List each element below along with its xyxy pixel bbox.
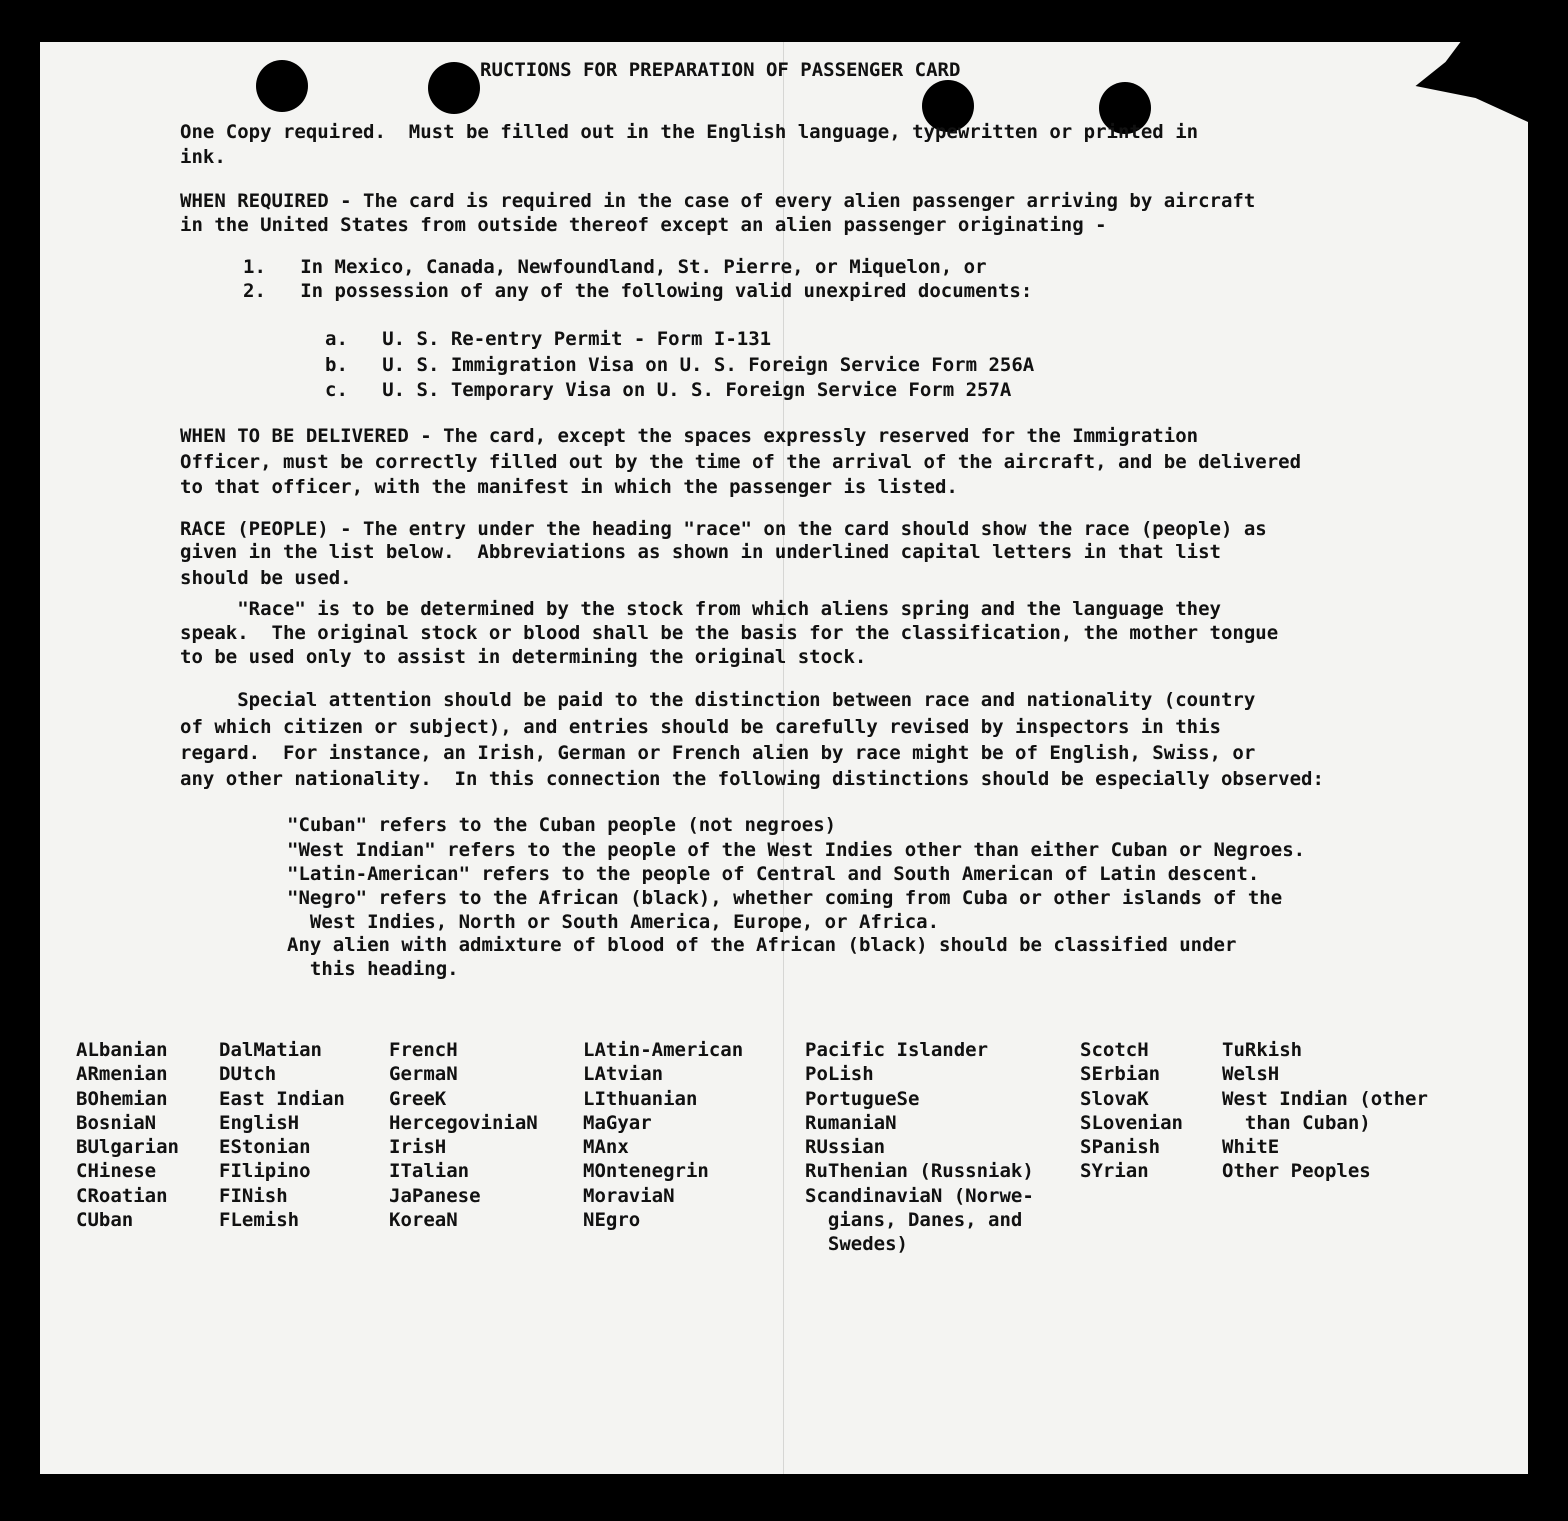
race-list-item: Swedes) [805, 1233, 908, 1256]
when-delivered-line: Officer, must be correctly filled out by the time of the arrival of the aircraft, and be delivered [180, 451, 1302, 473]
race-list-item: RUssian [805, 1136, 886, 1159]
lettered-item: c. U. S. Temporary Visa on U. S. Foreign Service Form 257A [325, 379, 1012, 401]
race-list-item: RuThenian (Russniak) [805, 1160, 1034, 1183]
race-list-column-3 [389, 1038, 538, 1232]
race-list-item: KoreaN [389, 1209, 458, 1232]
race-list-column-4 [583, 1038, 743, 1232]
race-list-item: HercegoviniaN [389, 1111, 538, 1134]
distinction-line: this heading. [287, 958, 459, 980]
lettered-item: a. U. S. Re-entry Permit - Form I-131 [325, 328, 772, 350]
document-title: RUCTIONS FOR PREPARATION OF PASSENGER CARD [480, 59, 961, 81]
race-list-item: than Cuban) [1222, 1111, 1371, 1134]
race-list-item: MOntenegrin [583, 1160, 709, 1183]
race-list-item: IrisH [389, 1136, 447, 1159]
race-paragraph-line: "Race" is to be determined by the stock from which aliens spring and the language they [180, 598, 1221, 620]
race-list-item: GreeK [389, 1087, 447, 1110]
punch-hole [428, 62, 480, 114]
race-list-item: Other Peoples [1222, 1160, 1371, 1183]
race-list-item: PortugueSe [805, 1087, 920, 1110]
race-list-item: RumaniaN [805, 1111, 897, 1134]
punch-hole [256, 60, 308, 112]
numbered-item: 2. In possession of any of the following valid unexpired documents: [243, 280, 1033, 302]
race-list-item: SYrian [1080, 1160, 1149, 1183]
when-delivered-line: WHEN TO BE DELIVERED - The card, except the spaces expressly reserved for the Immigration [180, 425, 1199, 447]
race-list-item: DUtch [219, 1063, 277, 1086]
distinction-line: "Cuban" refers to the Cuban people (not negroes) [287, 814, 837, 836]
race-paragraph-line: should be used. [180, 567, 352, 589]
when-delivered-line: to that officer, with the manifest in which the passenger is listed. [180, 476, 958, 498]
race-paragraph-line: any other nationality. In this connection the following distinctions should be especially observed: [180, 768, 1324, 790]
race-list-item: FrencH [389, 1039, 458, 1061]
race-list-item: ALbanian [76, 1039, 168, 1061]
race-list-item: gians, Danes, and [805, 1209, 1023, 1232]
race-list-item: WhitE [1222, 1136, 1280, 1159]
intro-line: ink. [180, 146, 226, 168]
distinction-line: "Negro" refers to the African (black), whether coming from Cuba or other islands of the [287, 887, 1283, 909]
race-list-item: LAtin-American [583, 1039, 744, 1061]
distinction-line: "West Indian" refers to the people of the West Indies other than either Cuban or Negroes. [287, 839, 1306, 861]
race-list-column-2 [219, 1038, 345, 1232]
race-list-item: DalMatian [219, 1039, 322, 1061]
race-list-item: EnglisH [219, 1111, 300, 1134]
race-list-column-6 [1080, 1038, 1183, 1184]
distinction-line: Any alien with admixture of blood of the African (black) should be classified under [287, 934, 1237, 956]
distinction-line: West Indies, North or South America, Europe, or Africa. [287, 911, 940, 933]
race-paragraph-line: given in the list below. Abbreviations as shown in underlined capital letters in that list [180, 541, 1221, 563]
race-list-column-1 [76, 1038, 179, 1232]
intro-line: One Copy required. Must be filled out in the English language, typewritten or printed in [180, 121, 1199, 143]
race-list-item: SErbian [1080, 1063, 1161, 1086]
lettered-item: b. U. S. Immigration Visa on U. S. Foreign Service Form 256A [325, 354, 1035, 376]
when-required-line: in the United States from outside thereof except an alien passenger originating - [180, 214, 1107, 236]
race-list-item: SPanish [1080, 1136, 1161, 1159]
race-list-item: MAnx [583, 1136, 629, 1159]
race-list-item: EStonian [219, 1136, 311, 1159]
race-list-item: LIthuanian [583, 1087, 698, 1110]
race-list-item: ScotcH [1080, 1039, 1149, 1061]
race-paragraph-line: to be used only to assist in determining the original stock. [180, 646, 867, 668]
race-list-item: GermaN [389, 1063, 458, 1086]
race-list-item: MoraviaN [583, 1184, 675, 1207]
race-list-item: FIlipino [219, 1160, 311, 1183]
race-list-item: CHinese [76, 1160, 157, 1183]
race-list-item: LAtvian [583, 1063, 664, 1086]
race-list-item: BUlgarian [76, 1136, 179, 1159]
race-list-item: TuRkish [1222, 1039, 1303, 1061]
race-list-item: SLovenian [1080, 1111, 1183, 1134]
race-list-item: West Indian (other [1222, 1087, 1428, 1110]
race-list-item: ITalian [389, 1160, 470, 1183]
race-list-item: BOhemian [76, 1087, 168, 1110]
race-list-column-5 [805, 1038, 1034, 1257]
race-list-item: ARmenian [76, 1063, 168, 1086]
race-list-item: Pacific Islander [805, 1039, 989, 1061]
race-list-item: East Indian [219, 1087, 345, 1110]
race-list-item: FINish [219, 1184, 288, 1207]
race-list-item: NEgro [583, 1209, 641, 1232]
race-list-item: JaPanese [389, 1184, 481, 1207]
race-list-item: SlovaK [1080, 1087, 1149, 1110]
race-list-item: PoLish [805, 1063, 874, 1086]
race-list-item: CUban [76, 1209, 134, 1232]
race-paragraph-line: RACE (PEOPLE) - The entry under the heading "race" on the card should show the race (people) as [180, 518, 1267, 540]
race-list-item: FLemish [219, 1209, 300, 1232]
race-paragraph-line: of which citizen or subject), and entries should be carefully revised by inspectors in this [180, 716, 1221, 738]
race-paragraph-line: regard. For instance, an Irish, German or French alien by race might be of English, Swiss, or [180, 742, 1256, 764]
distinction-line: "Latin-American" refers to the people of Central and South American of Latin descent. [287, 863, 1260, 885]
when-required-line: WHEN REQUIRED - The card is required in the case of every alien passenger arriving by aircraft [180, 190, 1256, 212]
race-list-item: BosniaN [76, 1111, 157, 1134]
race-list-item: ScandinaviaN (Norwe- [805, 1184, 1034, 1207]
race-list-item: MaGyar [583, 1111, 652, 1134]
race-paragraph-line: speak. The original stock or blood shall be the basis for the classification, the mother tongue [180, 622, 1279, 644]
race-list-item: CRoatian [76, 1184, 168, 1207]
numbered-item: 1. In Mexico, Canada, Newfoundland, St. Pierre, or Miquelon, or [243, 256, 987, 278]
race-paragraph-line: Special attention should be paid to the distinction between race and nationality (country [180, 689, 1256, 711]
race-list-column-7 [1222, 1038, 1428, 1184]
race-list-item: WelsH [1222, 1063, 1280, 1086]
